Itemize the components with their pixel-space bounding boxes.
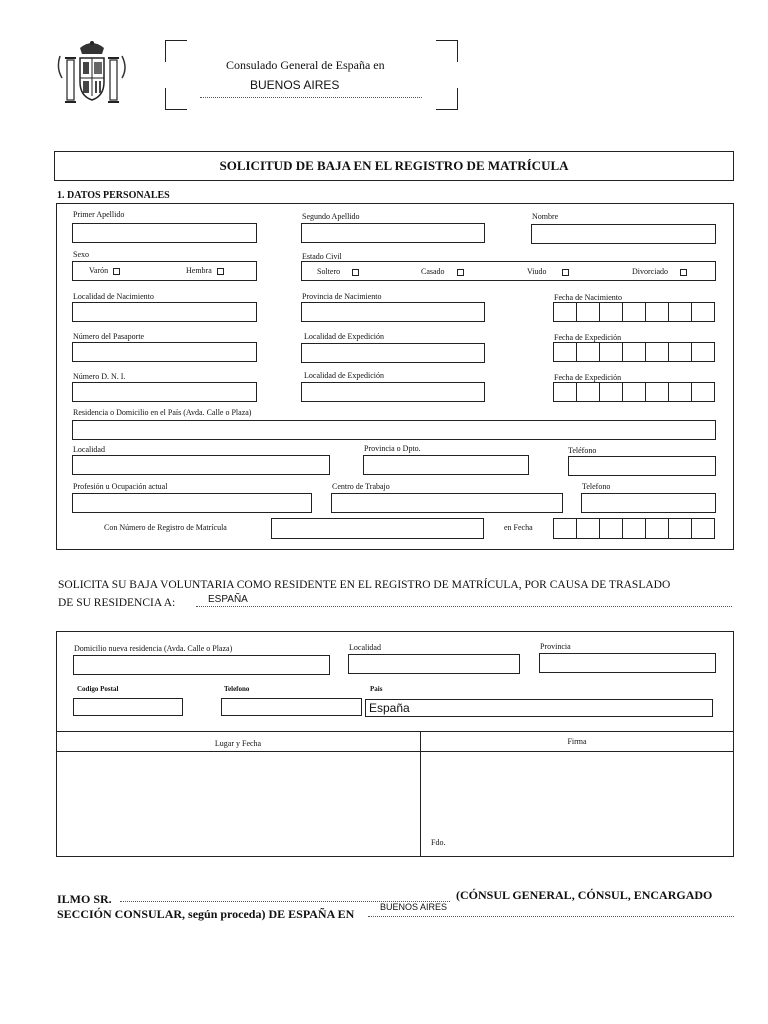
- request-destination-line: [196, 606, 732, 607]
- checkbox-viudo[interactable]: [562, 269, 569, 276]
- header-corner-tl: [165, 40, 187, 62]
- label-localidad-nueva: Localidad: [349, 643, 381, 652]
- label-localidad: Localidad: [73, 445, 105, 454]
- option-casado[interactable]: Casado: [421, 267, 464, 276]
- label-provincia-dpto: Provincia o Dpto.: [364, 444, 421, 453]
- label-en-fecha: en Fecha: [504, 523, 533, 532]
- label-domicilio-nuevo: Domicilio nueva residencia (Avda. Calle o Plaza): [74, 644, 233, 653]
- label-estado-civil: Estado Civil: [302, 252, 342, 261]
- option-viudo[interactable]: Viudo: [527, 267, 569, 276]
- option-hembra[interactable]: Hembra: [186, 266, 224, 275]
- field-telefono-trabajo[interactable]: [581, 493, 716, 513]
- form-title: SOLICITUD DE BAJA EN EL REGISTRO DE MATRÍCULA: [219, 158, 569, 173]
- label-primer-apellido: Primer Apellido: [73, 210, 125, 219]
- label-fecha-expedicion-dni: Fecha de Expedición: [554, 373, 622, 382]
- label-centro-trabajo: Centro de Trabajo: [332, 482, 390, 491]
- label-con-numero-registro: Con Número de Registro de Matrícula: [104, 523, 227, 532]
- field-telefono[interactable]: [568, 456, 716, 476]
- field-telefono-nuevo[interactable]: [221, 698, 362, 716]
- footer-city[interactable]: BUENOS AIRES: [380, 902, 448, 912]
- option-divorciado[interactable]: Divorciado: [632, 267, 687, 276]
- header-corner-tr: [436, 40, 458, 62]
- header-corner-bl: [165, 88, 187, 110]
- field-pais[interactable]: [365, 699, 713, 717]
- field-firma[interactable]: [423, 754, 731, 854]
- label-numero-pasaporte: Número del Pasaporte: [73, 332, 145, 341]
- label-residencia: Residencia o Domicilio en el País (Avda. Calle o Plaza): [73, 408, 252, 417]
- label-lugar-fecha: Lugar y Fecha: [214, 739, 262, 748]
- field-provincia-dpto[interactable]: [363, 455, 529, 475]
- request-line-1: SOLICITA SU BAJA VOLUNTARIA COMO RESIDENTE EN EL REGISTRO DE MATRÍCULA, POR CAUSA DE TRASLADO: [58, 579, 671, 591]
- signature-header-border: [56, 751, 734, 752]
- field-numero-registro[interactable]: [271, 518, 484, 539]
- date-fecha-expedicion-dni[interactable]: [553, 382, 715, 402]
- footer-city-line: [368, 916, 734, 917]
- field-segundo-apellido[interactable]: [301, 223, 485, 243]
- field-provincia-nacimiento[interactable]: [301, 302, 485, 322]
- field-localidad-nacimiento[interactable]: [72, 302, 257, 322]
- field-localidad-expedicion-pasaporte[interactable]: [301, 343, 485, 363]
- field-domicilio-nuevo[interactable]: [73, 655, 330, 675]
- section-personal-data: 1. DATOS PERSONALES: [57, 190, 170, 201]
- label-segundo-apellido: Segundo Apellido: [302, 212, 360, 221]
- label-profesion: Profesión u Ocupación actual: [73, 482, 168, 491]
- label-pais: Pais: [370, 685, 383, 693]
- field-codigo-postal[interactable]: [73, 698, 183, 716]
- field-localidad[interactable]: [72, 455, 330, 475]
- label-codigo-postal: Codigo Postal: [77, 685, 119, 693]
- label-provincia-nacimiento: Provincia de Nacimiento: [302, 292, 382, 301]
- request-line-2-prefix: DE SU RESIDENCIA A:: [58, 597, 176, 609]
- request-destination[interactable]: ESPAÑA: [208, 594, 248, 605]
- label-fdo: Fdo.: [431, 838, 446, 847]
- field-localidad-expedicion-dni[interactable]: [301, 382, 485, 402]
- field-residencia[interactable]: [72, 420, 716, 440]
- consulate-city[interactable]: BUENOS AIRES: [250, 78, 340, 92]
- option-varon[interactable]: Varón: [89, 266, 120, 275]
- date-fecha-nacimiento[interactable]: [553, 302, 715, 322]
- label-localidad-nacimiento: Localidad de Nacimiento: [73, 292, 154, 301]
- field-centro-trabajo[interactable]: [331, 493, 563, 513]
- field-primer-apellido[interactable]: [72, 223, 257, 243]
- label-provincia-nueva: Provincia: [540, 642, 571, 651]
- checkbox-casado[interactable]: [457, 269, 464, 276]
- label-nombre: Nombre: [532, 212, 559, 221]
- field-numero-pasaporte[interactable]: [72, 342, 257, 362]
- field-lugar-fecha[interactable]: [58, 754, 418, 854]
- label-telefono: Teléfono: [568, 446, 597, 455]
- footer-ilmo: ILMO SR.: [57, 892, 112, 906]
- label-localidad-expedicion-dni: Localidad de Expedición: [304, 371, 384, 380]
- signature-divider: [420, 731, 421, 857]
- label-fecha-expedicion-pasaporte: Fecha de Expedición: [554, 333, 622, 342]
- label-sexo: Sexo: [73, 250, 89, 259]
- checkbox-soltero[interactable]: [352, 269, 359, 276]
- checkbox-divorciado[interactable]: [680, 269, 687, 276]
- field-nombre[interactable]: [531, 224, 716, 244]
- header-corner-br: [436, 88, 458, 110]
- field-localidad-nueva[interactable]: [348, 654, 520, 674]
- footer-consul: (CÓNSUL GENERAL, CÓNSUL, ENCARGADO: [456, 888, 713, 902]
- date-en-fecha[interactable]: [553, 518, 715, 539]
- label-numero-dni: Número D. N. I.: [73, 372, 126, 381]
- coat-of-arms-logo: [56, 38, 128, 110]
- date-fecha-expedicion-pasaporte[interactable]: [553, 342, 715, 362]
- label-firma: Firma: [567, 737, 587, 746]
- field-provincia-nueva[interactable]: [539, 653, 716, 673]
- field-numero-dni[interactable]: [72, 382, 257, 402]
- field-pais-value: España: [369, 701, 410, 715]
- checkbox-hembra[interactable]: [217, 268, 224, 275]
- label-localidad-expedicion-pasaporte: Localidad de Expedición: [304, 332, 384, 341]
- consulate-label: Consulado General de España en: [226, 58, 385, 72]
- field-profesion[interactable]: [72, 493, 312, 513]
- checkbox-varon[interactable]: [113, 268, 120, 275]
- footer-seccion: SECCIÓN CONSULAR, según proceda) DE ESPAÑA EN: [57, 907, 355, 921]
- label-telefono-trabajo: Telefono: [582, 482, 611, 491]
- signature-top-border: [56, 731, 734, 732]
- option-soltero[interactable]: Soltero: [317, 267, 359, 276]
- consulate-city-line: [200, 97, 422, 98]
- label-telefono-nuevo: Telefono: [224, 685, 250, 693]
- label-fecha-nacimiento: Fecha de Nacimiento: [554, 293, 622, 302]
